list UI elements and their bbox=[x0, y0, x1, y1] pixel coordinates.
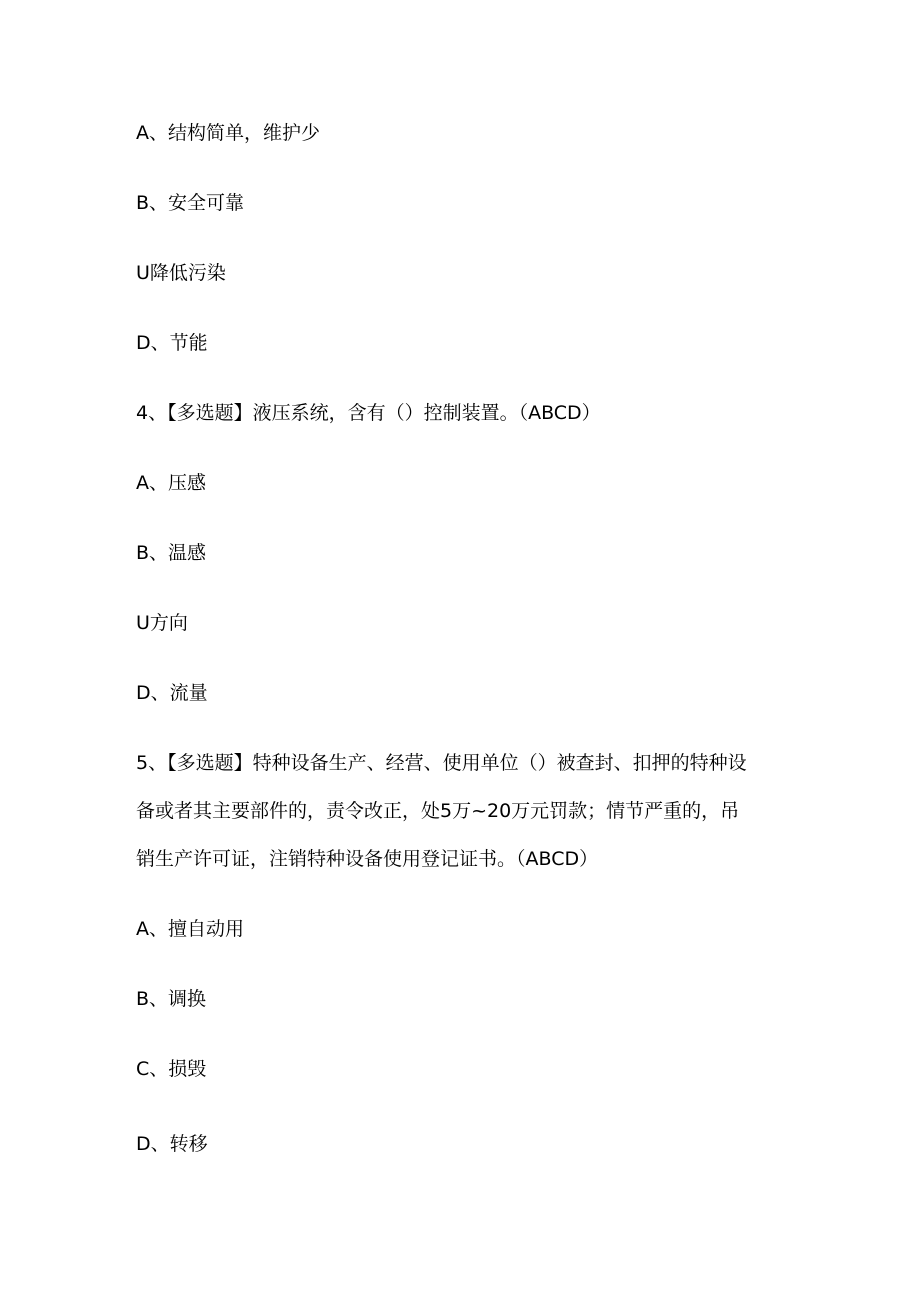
q3-option-b: B、安全可靠 bbox=[136, 192, 245, 214]
q5-question-line-1: 5、【多选题】特种设备生产、经营、使用单位（）被查封、扣押的特种设 bbox=[136, 752, 747, 774]
q4-question: 4、【多选题】液压系统，含有（）控制装置。（ABCD） bbox=[136, 402, 601, 424]
q4-option-c: U方向 bbox=[136, 612, 188, 634]
q3-option-d: D、节能 bbox=[136, 332, 208, 354]
q5-option-b: B、调换 bbox=[136, 988, 207, 1010]
q3-option-a: A、结构简单，维护少 bbox=[136, 122, 320, 144]
q5-question-line-3: 销生产许可证，注销特种设备使用登记证书。（ABCD） bbox=[136, 848, 599, 870]
q5-option-a: A、擅自动用 bbox=[136, 918, 244, 940]
q5-option-d: D、转移 bbox=[136, 1133, 208, 1155]
q3-option-c: U降低污染 bbox=[136, 262, 226, 284]
q5-question-line-2: 备或者其主要部件的，责令改正，处5万~20万元罚款；情节严重的，吊 bbox=[136, 800, 740, 822]
q4-option-a: A、压感 bbox=[136, 472, 206, 494]
q5-option-c: C、损毁 bbox=[136, 1058, 207, 1080]
q4-option-d: D、流量 bbox=[136, 682, 208, 704]
q4-option-b: B、温感 bbox=[136, 542, 207, 564]
